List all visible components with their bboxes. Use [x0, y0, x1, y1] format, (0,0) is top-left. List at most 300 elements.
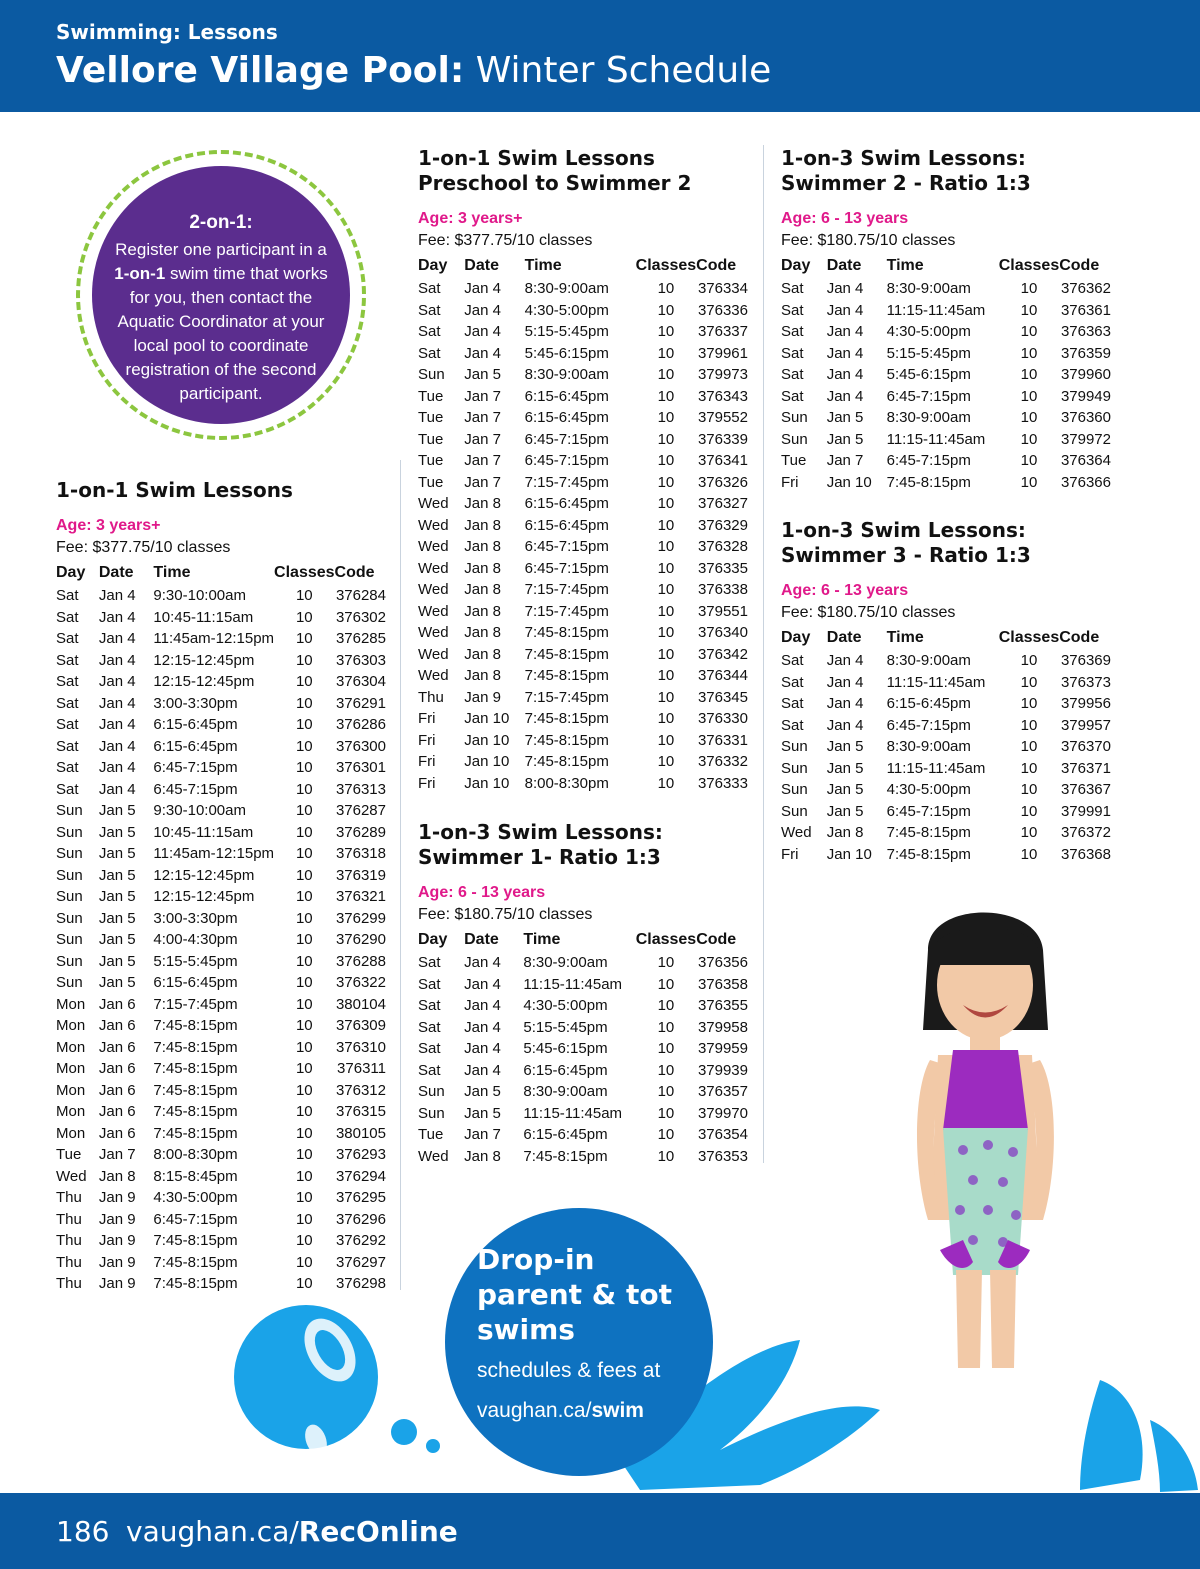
- cell-date: Jan 9: [98, 1189, 136, 1207]
- cell-date: Jan 4: [826, 301, 864, 319]
- cell-time: 4:30-5:00pm: [886, 781, 971, 799]
- cell-date: Jan 5: [98, 931, 136, 949]
- cell-classes: 10: [295, 1038, 313, 1056]
- cell-day: Sat: [56, 759, 79, 777]
- column-header-date: Date: [98, 564, 134, 581]
- cell-code: 376312: [335, 1081, 386, 1099]
- footer-link-bold: RecOnline: [298, 1515, 458, 1548]
- cell-day: Sat: [781, 652, 804, 670]
- cell-time: 7:45-8:15pm: [524, 710, 609, 728]
- cell-day: Wed: [418, 602, 449, 620]
- cell-date: Jan 4: [826, 344, 864, 362]
- cell-classes: 10: [295, 716, 313, 734]
- cell-code: 376298: [335, 1275, 386, 1293]
- cell-classes: 10: [295, 974, 313, 992]
- cell-classes: 10: [295, 608, 313, 626]
- cell-code: 376311: [337, 1060, 386, 1078]
- cell-time: 6:15-6:45pm: [153, 737, 238, 755]
- cell-day: Sat: [781, 673, 804, 691]
- cell-date: Jan 4: [98, 780, 136, 798]
- cell-date: Jan 6: [98, 1060, 136, 1078]
- cell-time: 6:15-6:45pm: [523, 1126, 608, 1144]
- cell-code: 380105: [335, 1124, 386, 1142]
- cell-classes: 10: [1020, 759, 1038, 777]
- cell-day: Sat: [56, 608, 79, 626]
- cell-date: Jan 4: [826, 387, 864, 405]
- cell-classes: 10: [657, 624, 675, 642]
- cell-date: Jan 4: [464, 323, 501, 341]
- cell-time: 5:45-6:15pm: [524, 344, 609, 362]
- cell-day: Thu: [56, 1189, 82, 1207]
- cell-day: Sun: [418, 1083, 445, 1101]
- column-header-date: Date: [464, 257, 499, 274]
- callout-text-part: Register one participant in a: [115, 240, 327, 259]
- cell-date: Jan 8: [464, 667, 501, 685]
- cell-date: Jan 5: [826, 781, 864, 799]
- cell-time: 5:45-6:15pm: [886, 366, 971, 384]
- cell-classes: 10: [1020, 845, 1038, 863]
- cell-day: Sat: [418, 344, 441, 362]
- cell-time: 6:15-6:45pm: [153, 974, 238, 992]
- cell-classes: 10: [295, 866, 313, 884]
- cell-classes: 10: [295, 1253, 313, 1271]
- cell-code: 376299: [335, 909, 386, 927]
- cell-classes: 10: [657, 366, 675, 384]
- column-header-date: Date: [826, 257, 862, 274]
- cell-code: 376284: [335, 587, 386, 605]
- page-title-rest: Winter Schedule: [464, 50, 772, 91]
- cell-code: 376335: [697, 559, 748, 577]
- cell-date: Jan 4: [826, 652, 864, 670]
- cell-day: Sun: [56, 823, 83, 841]
- table-title: 1-on-1 Swim Lessons: [56, 478, 293, 502]
- cell-code: 379552: [697, 409, 748, 427]
- cell-date: Jan 6: [98, 1124, 136, 1142]
- cell-time: 6:45-7:15pm: [153, 759, 238, 777]
- cell-code: 376369: [1060, 652, 1111, 670]
- cell-code: 376294: [335, 1167, 386, 1185]
- cell-classes: 10: [1020, 673, 1038, 691]
- cell-day: Sun: [418, 366, 445, 384]
- cell-date: Jan 4: [98, 673, 136, 691]
- cell-date: Jan 4: [826, 716, 864, 734]
- cell-time: 6:15-6:45pm: [524, 495, 609, 513]
- cell-code: 376357: [697, 1083, 748, 1101]
- cell-classes: 10: [657, 710, 675, 728]
- cell-date: Jan 5: [464, 1104, 501, 1122]
- cell-time: 6:45-7:15pm: [886, 716, 971, 734]
- cell-time: 8:30-9:00am: [886, 409, 971, 427]
- column-header-time: Time: [886, 257, 924, 274]
- callout-title: 2-on-1:: [189, 212, 253, 233]
- cell-day: Thu: [56, 1253, 82, 1271]
- column-header-code: Code: [696, 931, 737, 948]
- cell-time: 12:15-12:45pm: [153, 673, 255, 691]
- cell-date: Jan 4: [826, 366, 864, 384]
- cell-classes: 10: [657, 731, 675, 749]
- cell-code: 376315: [335, 1103, 386, 1121]
- cell-classes: 10: [657, 1040, 675, 1058]
- cell-date: Jan 4: [464, 1061, 501, 1079]
- cell-time: 6:45-7:15pm: [524, 538, 609, 556]
- age-requirement: Age: 6 - 13 years: [418, 884, 546, 901]
- cell-date: Jan 8: [464, 602, 501, 620]
- cell-classes: 10: [1020, 430, 1038, 448]
- cell-classes: 10: [657, 387, 675, 405]
- cell-code: 376292: [335, 1232, 386, 1250]
- cell-time: 7:45-8:15pm: [524, 624, 609, 642]
- cell-date: Jan 4: [464, 997, 501, 1015]
- cell-date: Jan 9: [464, 688, 501, 706]
- cell-classes: 10: [295, 888, 313, 906]
- cell-code: 376339: [697, 430, 748, 448]
- cell-classes: 10: [657, 1083, 675, 1101]
- cell-code: 376336: [697, 301, 748, 319]
- dropin-promo: [445, 1208, 713, 1476]
- cell-code: 376342: [697, 645, 748, 663]
- cell-classes: 10: [657, 753, 675, 771]
- cell-code: 376286: [335, 716, 386, 734]
- cell-date: Jan 10: [464, 710, 510, 728]
- cell-date: Jan 7: [464, 452, 501, 470]
- cell-time: 8:30-9:00am: [524, 280, 609, 298]
- cell-code: 376290: [335, 931, 386, 949]
- cell-date: Jan 5: [98, 909, 136, 927]
- cell-classes: 10: [657, 1018, 675, 1036]
- cell-time: 5:15-5:45pm: [523, 1018, 608, 1036]
- cell-time: 8:30-9:00am: [886, 280, 971, 298]
- cell-code: 376334: [697, 280, 748, 298]
- cell-day: Sat: [781, 695, 804, 713]
- cell-day: Sun: [56, 845, 83, 863]
- cell-date: Jan 4: [464, 954, 501, 972]
- cell-code: 379551: [697, 602, 748, 620]
- cell-time: 7:45-8:15pm: [153, 1060, 238, 1078]
- cell-classes: 10: [657, 430, 675, 448]
- dropin-title: Drop-in parent & tot swims: [477, 1243, 672, 1346]
- cell-time: 6:45-7:15pm: [524, 452, 609, 470]
- cell-code: 379957: [1060, 716, 1111, 734]
- cell-date: Jan 4: [98, 587, 136, 605]
- cell-date: Jan 4: [98, 759, 136, 777]
- cell-code: 376326: [697, 473, 748, 491]
- cell-date: Jan 4: [464, 344, 501, 362]
- cell-classes: 10: [1020, 473, 1038, 491]
- cell-code: 376363: [1060, 323, 1111, 341]
- column-header-classes: Classes: [998, 257, 1060, 274]
- cell-date: Jan 8: [464, 581, 501, 599]
- cell-code: 376359: [1060, 344, 1111, 362]
- cell-code: 376373: [1060, 673, 1111, 691]
- cell-day: Tue: [418, 1126, 444, 1144]
- cell-date: Jan 5: [464, 1083, 501, 1101]
- cell-classes: 10: [657, 538, 675, 556]
- cell-classes: 10: [657, 581, 675, 599]
- cell-code: 376361: [1060, 301, 1111, 319]
- cell-code: 376303: [335, 651, 386, 669]
- cell-time: 6:45-7:15pm: [524, 559, 609, 577]
- cell-date: Jan 4: [826, 695, 864, 713]
- cell-day: Fri: [781, 473, 799, 491]
- cell-day: Wed: [418, 538, 449, 556]
- cell-date: Jan 9: [98, 1232, 136, 1250]
- cell-code: 379970: [697, 1104, 748, 1122]
- cell-time: 4:30-5:00pm: [886, 323, 971, 341]
- cell-code: 376293: [335, 1146, 386, 1164]
- cell-date: Jan 6: [98, 1103, 136, 1121]
- cell-day: Sat: [418, 323, 441, 341]
- dropin-link-plain: vaughan.ca/: [477, 1399, 592, 1422]
- cell-code: 376285: [335, 630, 386, 648]
- age-requirement: Age: 3 years+: [418, 210, 523, 227]
- cell-day: Wed: [56, 1167, 87, 1185]
- cell-time: 5:15-5:45pm: [886, 344, 971, 362]
- cell-date: Jan 5: [98, 845, 136, 863]
- cell-day: Sat: [56, 587, 79, 605]
- cell-code: 379949: [1060, 387, 1111, 405]
- column-header-day: Day: [418, 931, 448, 948]
- cell-date: Jan 5: [98, 888, 136, 906]
- cell-day: Sun: [56, 974, 83, 992]
- column-header-day: Day: [56, 564, 86, 581]
- cell-time: 7:15-7:45pm: [524, 602, 609, 620]
- cell-date: Jan 4: [464, 301, 501, 319]
- cell-time: 10:45-11:15am: [153, 608, 254, 626]
- cell-time: 7:45-8:15pm: [153, 1017, 238, 1035]
- cell-code: 380104: [335, 995, 386, 1013]
- cell-day: Sat: [418, 1040, 441, 1058]
- cell-day: Wed: [418, 581, 449, 599]
- cell-day: Wed: [418, 516, 449, 534]
- cell-classes: 10: [657, 954, 675, 972]
- dropin-link[interactable]: [477, 1391, 660, 1431]
- cell-code: 376297: [335, 1253, 386, 1271]
- cell-day: Sat: [418, 975, 441, 993]
- cell-date: Jan 10: [464, 731, 510, 749]
- cell-classes: 10: [657, 1126, 675, 1144]
- cell-time: 5:45-6:15pm: [523, 1040, 608, 1058]
- cell-time: 8:15-8:45pm: [153, 1167, 238, 1185]
- cell-day: Fri: [418, 710, 436, 728]
- cell-classes: 10: [1020, 387, 1038, 405]
- footer-link[interactable]: [126, 1515, 458, 1548]
- cell-time: 11:15-11:45am: [523, 1104, 623, 1122]
- footer-link-plain: vaughan.ca/: [126, 1515, 299, 1548]
- cell-classes: 10: [295, 823, 313, 841]
- cell-classes: 10: [657, 473, 675, 491]
- cell-time: 4:00-4:30pm: [153, 931, 238, 949]
- cell-time: 5:15-5:45pm: [524, 323, 609, 341]
- cell-code: 376356: [697, 954, 748, 972]
- cell-classes: 10: [295, 1103, 313, 1121]
- column-header-time: Time: [523, 931, 561, 948]
- cell-date: Jan 6: [98, 1081, 136, 1099]
- cell-day: Sat: [418, 997, 441, 1015]
- cell-day: Fri: [781, 845, 799, 863]
- cell-code: 376318: [335, 845, 386, 863]
- cell-time: 6:45-7:15pm: [886, 802, 971, 820]
- cell-code: 379939: [697, 1061, 748, 1079]
- cell-code: 379991: [1060, 802, 1111, 820]
- cell-date: Jan 4: [98, 608, 136, 626]
- cell-classes: 10: [1020, 323, 1038, 341]
- cell-day: Sat: [781, 323, 804, 341]
- age-requirement: Age: 3 years+: [56, 517, 161, 534]
- column-header-classes: Classes: [635, 931, 697, 948]
- cell-date: Jan 7: [464, 387, 501, 405]
- column-header-code: Code: [696, 257, 737, 274]
- cell-time: 6:45-7:15pm: [153, 780, 238, 798]
- cell-code: 376330: [697, 710, 748, 728]
- cell-time: 12:15-12:45pm: [153, 888, 255, 906]
- column-header-classes: Classes: [274, 564, 335, 581]
- cell-date: Jan 4: [98, 694, 136, 712]
- cell-code: 376287: [335, 802, 386, 820]
- cell-code: 376364: [1060, 452, 1111, 470]
- cell-time: 6:45-7:15pm: [153, 1210, 238, 1228]
- cell-date: Jan 8: [826, 824, 864, 842]
- cell-day: Sun: [781, 802, 808, 820]
- cell-time: 6:45-7:15pm: [886, 452, 971, 470]
- cell-code: 376289: [335, 823, 386, 841]
- cell-time: 7:45-8:15pm: [524, 731, 609, 749]
- cell-time: 5:15-5:45pm: [153, 952, 238, 970]
- cell-classes: 10: [295, 1081, 313, 1099]
- cell-code: 376327: [697, 495, 748, 513]
- cell-date: Jan 10: [826, 473, 872, 491]
- cell-time: 11:45am-12:15pm: [153, 845, 275, 863]
- cell-date: Jan 7: [826, 452, 864, 470]
- cell-time: 6:15-6:45pm: [524, 516, 609, 534]
- cell-time: 7:45-8:15pm: [153, 1103, 238, 1121]
- column-header-code: Code: [1059, 257, 1100, 274]
- cell-classes: 10: [657, 975, 675, 993]
- cell-code: 376322: [335, 974, 386, 992]
- cell-classes: 10: [657, 774, 675, 792]
- cell-date: Jan 8: [464, 624, 501, 642]
- cell-code: 376358: [697, 975, 748, 993]
- cell-classes: 10: [1020, 452, 1038, 470]
- cell-classes: 10: [295, 694, 313, 712]
- cell-date: Jan 4: [826, 323, 864, 341]
- cell-time: 7:45-8:15pm: [153, 1081, 238, 1099]
- cell-day: Sat: [781, 366, 804, 384]
- cell-code: 376340: [697, 624, 748, 642]
- cell-day: Sat: [781, 716, 804, 734]
- cell-day: Thu: [56, 1232, 82, 1250]
- cell-date: Jan 4: [464, 1040, 501, 1058]
- cell-code: 376321: [335, 888, 386, 906]
- cell-day: Sun: [56, 931, 83, 949]
- cell-day: Sat: [56, 651, 79, 669]
- section-label: Swimming: Lessons: [56, 20, 278, 44]
- page-footer: [0, 1493, 1200, 1569]
- cell-date: Jan 10: [826, 845, 872, 863]
- cell-day: Tue: [781, 452, 807, 470]
- cell-code: 379961: [697, 344, 748, 362]
- cell-day: Sun: [56, 802, 83, 820]
- cell-time: 7:45-8:15pm: [886, 473, 971, 491]
- cell-date: Jan 7: [464, 409, 501, 427]
- cell-date: Jan 5: [464, 366, 501, 384]
- cell-time: 7:15-7:45pm: [524, 688, 609, 706]
- cell-classes: 10: [657, 323, 675, 341]
- cell-classes: 10: [1020, 409, 1038, 427]
- cell-day: Tue: [418, 409, 444, 427]
- cell-date: Jan 6: [98, 995, 136, 1013]
- child-swimsuit-photo: [868, 890, 1100, 1370]
- cell-time: 7:45-8:15pm: [523, 1147, 608, 1165]
- cell-classes: 10: [295, 931, 313, 949]
- cell-day: Thu: [56, 1210, 82, 1228]
- cell-date: Jan 8: [464, 1147, 501, 1165]
- cell-date: Jan 6: [98, 1038, 136, 1056]
- cell-classes: 10: [657, 602, 675, 620]
- cell-day: Fri: [418, 753, 436, 771]
- cell-time: 6:45-7:15pm: [886, 387, 971, 405]
- cell-day: Sat: [781, 301, 804, 319]
- cell-time: 7:15-7:45pm: [524, 581, 609, 599]
- cell-date: Jan 9: [98, 1253, 136, 1271]
- cell-day: Sun: [56, 952, 83, 970]
- cell-code: 376338: [697, 581, 748, 599]
- cell-day: Sat: [56, 694, 79, 712]
- cell-time: 8:30-9:00am: [523, 954, 608, 972]
- cell-code: 376362: [1060, 280, 1111, 298]
- cell-date: Jan 10: [464, 774, 510, 792]
- cell-day: Tue: [56, 1146, 82, 1164]
- table-title: 1-on-3 Swim Lessons: Swimmer 1- Ratio 1:3: [418, 820, 663, 869]
- cell-classes: 10: [1020, 716, 1038, 734]
- cell-time: 7:45-8:15pm: [153, 1038, 238, 1056]
- cell-code: 376319: [335, 866, 386, 884]
- cell-time: 11:15-11:45am: [886, 301, 986, 319]
- column-header-day: Day: [781, 257, 811, 274]
- cell-date: Jan 4: [98, 651, 136, 669]
- cell-classes: 10: [295, 759, 313, 777]
- cell-classes: 10: [657, 516, 675, 534]
- cell-time: 9:30-10:00am: [153, 802, 246, 820]
- cell-code: 379972: [1060, 430, 1111, 448]
- cell-date: Jan 6: [98, 1017, 136, 1035]
- cell-day: Sun: [781, 759, 808, 777]
- cell-day: Sat: [781, 344, 804, 362]
- cell-date: Jan 8: [98, 1167, 136, 1185]
- cell-time: 6:15-6:45pm: [153, 716, 238, 734]
- cell-time: 4:30-5:00pm: [523, 997, 608, 1015]
- cell-time: 10:45-11:15am: [153, 823, 254, 841]
- cell-code: 376372: [1060, 824, 1111, 842]
- cell-classes: 10: [295, 1124, 313, 1142]
- cell-classes: 10: [295, 1232, 313, 1250]
- cell-day: Wed: [418, 495, 449, 513]
- cell-day: Mon: [56, 995, 86, 1013]
- cell-date: Jan 9: [98, 1210, 136, 1228]
- cell-code: 376300: [335, 737, 386, 755]
- cell-code: 376288: [335, 952, 386, 970]
- cell-date: Jan 10: [464, 753, 510, 771]
- cell-day: Sat: [418, 1018, 441, 1036]
- cell-classes: 10: [1020, 280, 1038, 298]
- cell-classes: 10: [657, 1061, 675, 1079]
- column-header-classes: Classes: [998, 629, 1060, 646]
- cell-time: 8:30-9:00am: [886, 652, 971, 670]
- cell-classes: 10: [295, 1060, 313, 1078]
- cell-day: Mon: [56, 1017, 86, 1035]
- cell-time: 12:15-12:45pm: [153, 651, 255, 669]
- fee-info: Fee: $180.75/10 classes: [418, 906, 593, 923]
- cell-code: 376295: [335, 1189, 386, 1207]
